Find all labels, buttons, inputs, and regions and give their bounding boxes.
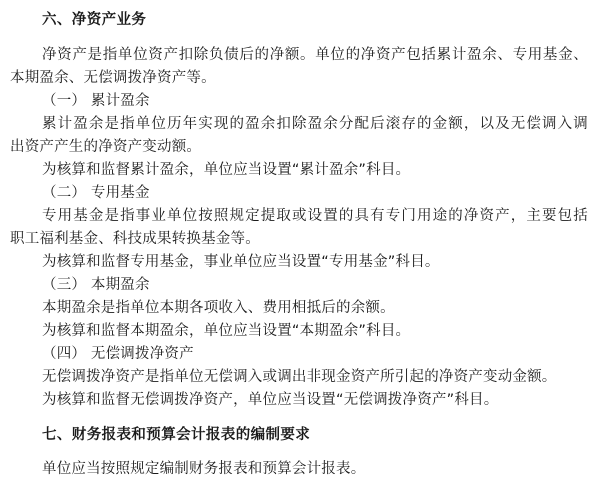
section-7-heading: 七、财务报表和预算会计报表的编制要求 bbox=[42, 427, 311, 443]
subsection-2-line-2: 职工福利基金、科技成果转换基金等。 bbox=[10, 231, 260, 247]
subsection-4-line-1: 无偿调拨净资产是指单位无偿调入或调出非现金资产所引起的净资产变动金额。 bbox=[42, 369, 557, 385]
subsection-1-line-3: 为核算和监督累计盈余，单位应当设置“累计盈余”科目。 bbox=[42, 162, 411, 178]
subsection-2-title: （二） 专用基金 bbox=[42, 185, 150, 201]
subsection-2-line-1: 专用基金是指事业单位按照规定提取或设置的具有专门用途的净资产，主要包括 bbox=[42, 208, 588, 224]
subsection-4-title: （四） 无偿调拨净资产 bbox=[42, 346, 194, 362]
subsection-1-title: （一） 累计盈余 bbox=[42, 93, 150, 109]
subsection-2-line-3: 为核算和监督专用基金，事业单位应当设置“专用基金”科目。 bbox=[42, 254, 440, 270]
section-6-heading: 六、净资产业务 bbox=[42, 12, 147, 28]
subsection-1-line-1: 累计盈余是指单位历年实现的盈余扣除盈余分配后滚存的金额，以及无偿调入调 bbox=[42, 116, 588, 132]
subsection-1-line-2: 出资产产生的净资产变动额。 bbox=[10, 139, 202, 155]
section-6-intro-line-1: 净资产是指单位资产扣除负债后的净额。单位的净资产包括累计盈余、专用基金、 bbox=[42, 47, 588, 63]
subsection-3-line-2: 为核算和监督本期盈余，单位应当设置“本期盈余”科目。 bbox=[42, 323, 411, 339]
subsection-3-title: （三） 本期盈余 bbox=[42, 277, 150, 293]
section-7-line-1: 单位应当按照规定编制财务报表和预算会计报表。 bbox=[42, 461, 366, 477]
subsection-4-line-2: 为核算和监督无偿调拨净资产，单位应当设置“无偿调拨净资产”科目。 bbox=[42, 392, 499, 408]
section-6-intro-line-2: 本期盈余、无偿调拨净资产等。 bbox=[10, 70, 216, 86]
subsection-3-line-1: 本期盈余是指单位本期各项收入、费用相抵后的余额。 bbox=[42, 300, 395, 316]
